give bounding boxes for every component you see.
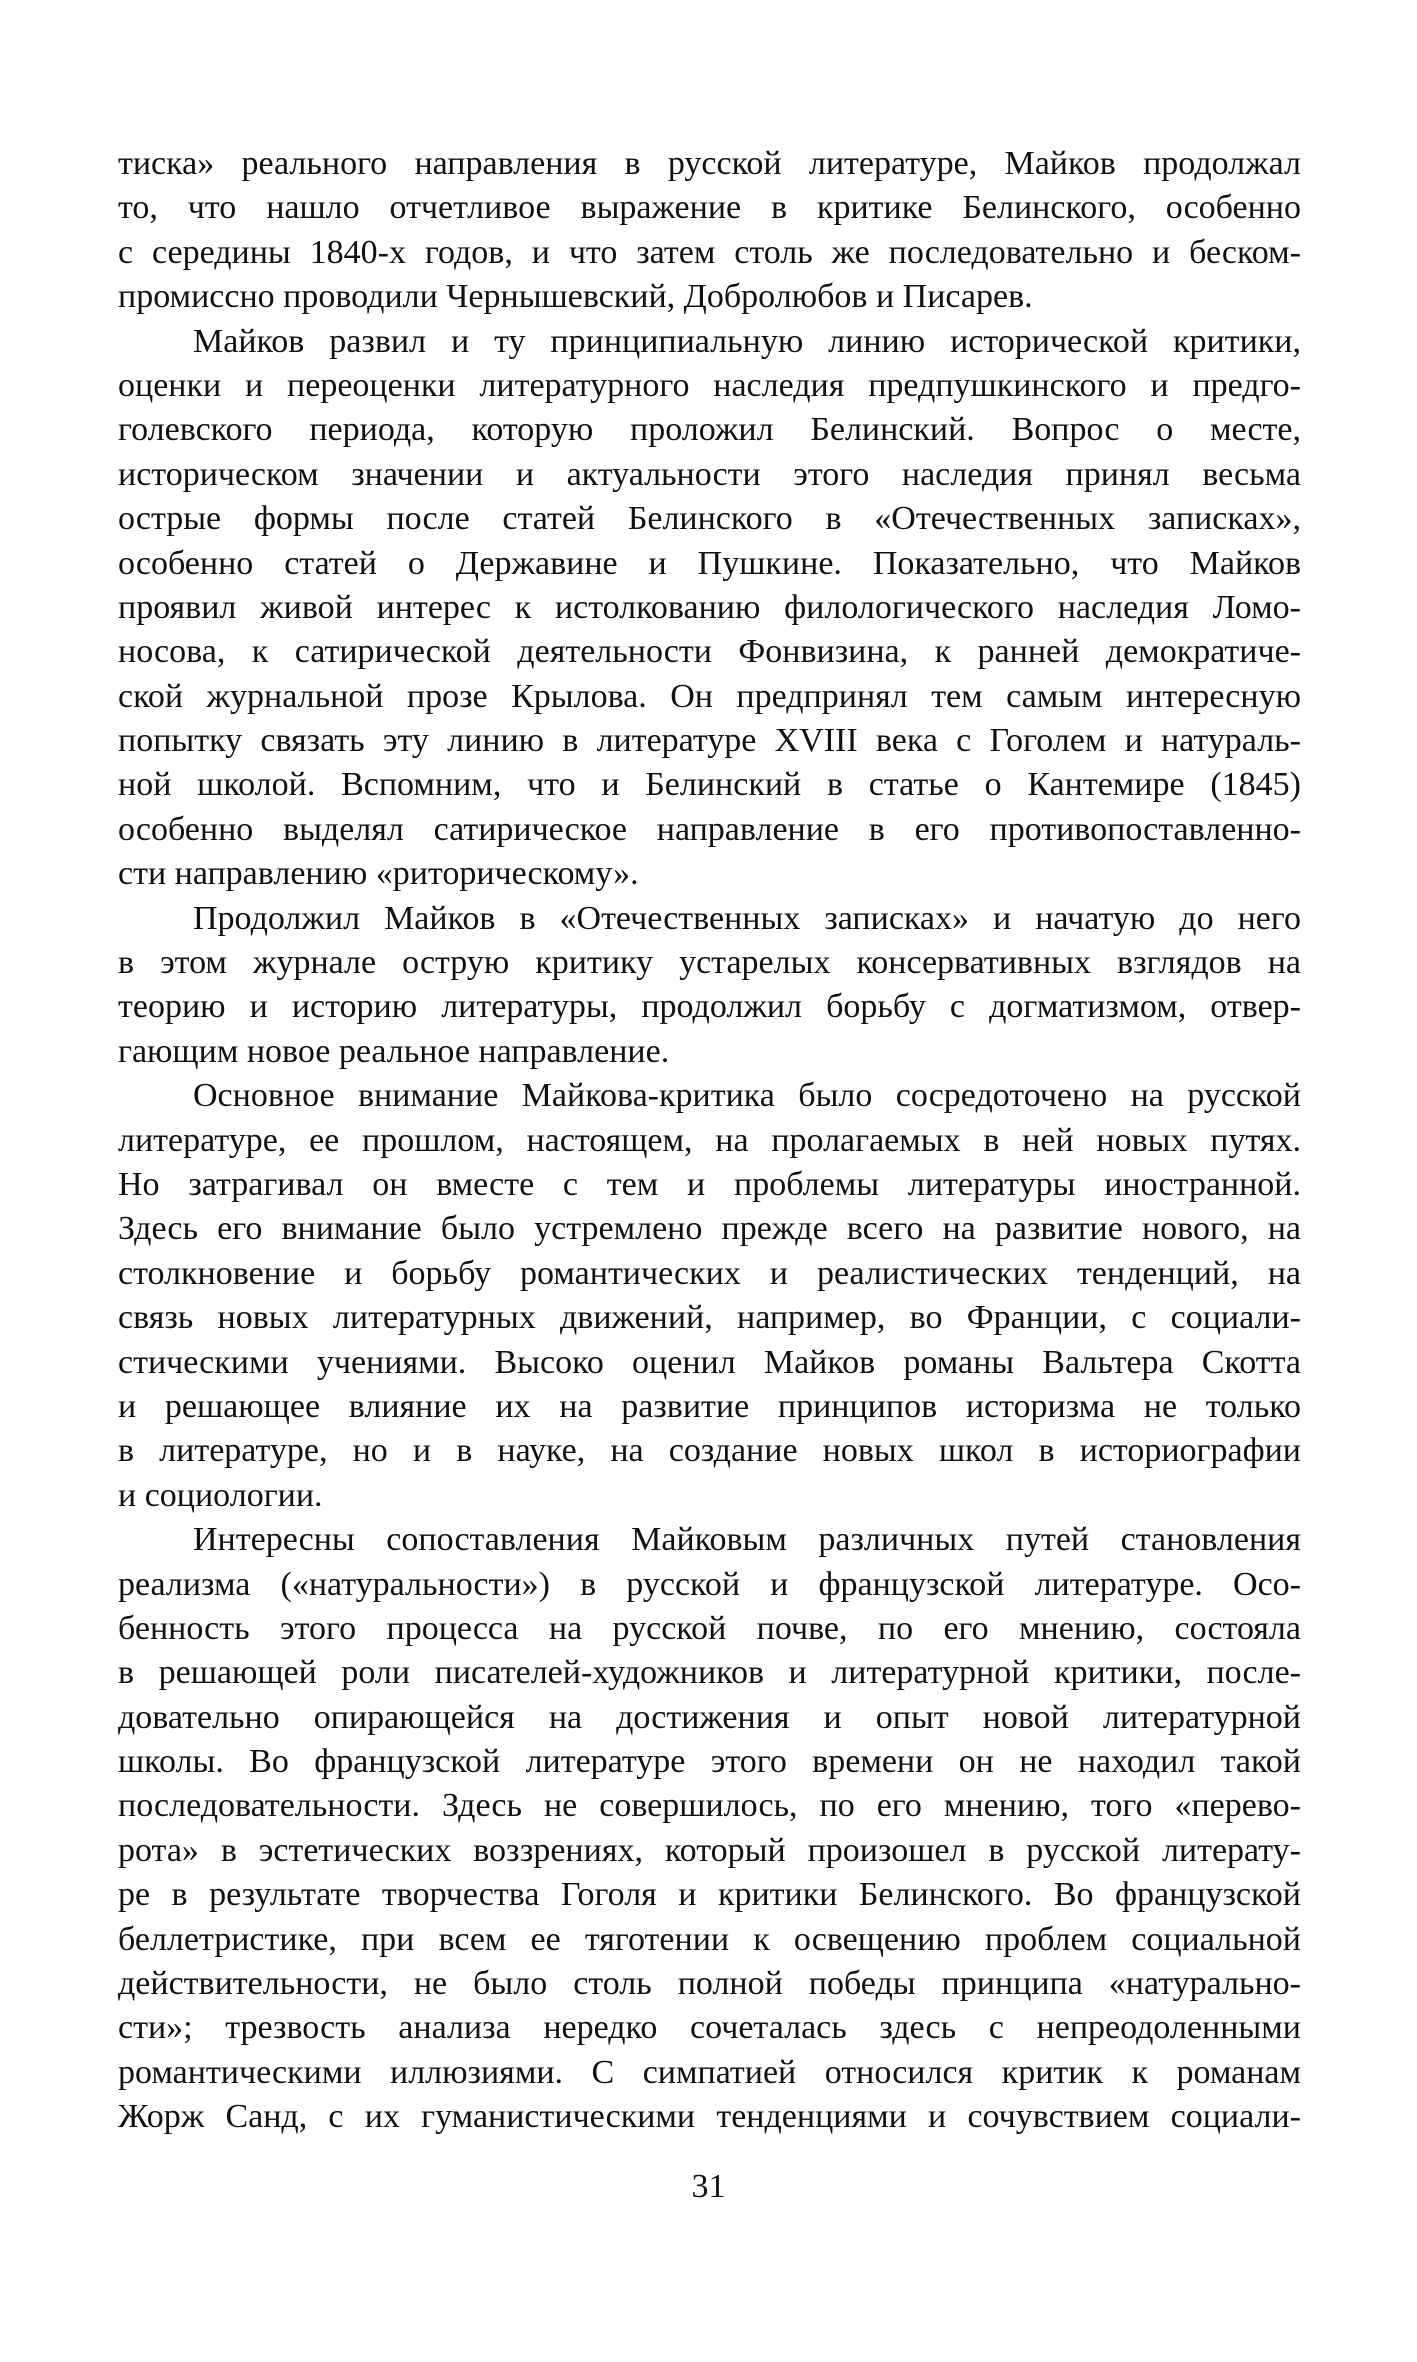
text-line: особенно статей о Державине и Пушкине. Показательно, что Майков [118,544,1301,582]
text-line: в литературе, но и в науке, на создание новых школ в историографии [118,1432,1301,1470]
text-line: школы. Во французской литературе этого времени он не находил такой [118,1743,1301,1781]
paragraph-2 [118,320,1301,897]
paragraph-3 [118,897,1301,1075]
text-line: довательно опирающейся на достижения и опыт новой литературной [118,1698,1301,1736]
text-line: бенность этого процесса на русской почве, по его мнению, состояла [118,1609,1301,1647]
text-line: Основное внимание Майкова-критика было сосредоточено на русской [193,1077,1301,1115]
text-line: сти направлению «риторическому». [118,855,639,893]
text-line: голевского периода, которую проложил Белинский. Вопрос о месте, [118,411,1301,449]
text-line: литературе, ее прошлом, настоящем, на пролагаемых в ней новых путях. [118,1121,1301,1159]
text-line: историческом значении и актуальности этого наследия принял весьма [118,455,1301,493]
text-line: ской журнальной прозе Крылова. Он предпринял тем самым интересную [118,677,1301,715]
text-line: реализма («натуральности») в русской и французской литературе. Осо- [118,1565,1301,1603]
text-line: связь новых литературных движений, например, во Франции, с социали- [118,1299,1301,1337]
text-line: промиссно проводили Чернышевский, Добролюбов и Писарев. [118,278,1033,316]
text-line: то, что нашло отчетливое выражение в критике Белинского, особенно [118,189,1301,227]
text-line: гающим новое реальное направление. [118,1032,670,1070]
text-line: рота» в эстетических воззрениях, который произошел в русской литерату- [118,1831,1301,1869]
text-line: Но затрагивал он вместе с тем и проблемы литературы иностранной. [118,1165,1301,1203]
text-line: Жорж Санд, с их гуманистическими тенденциями и сочувствием социали- [118,2098,1301,2136]
text-line: действительности, не было столь полной победы принципа «натурально- [118,1965,1301,2003]
text-line: ре в результате творчества Гоголя и критики Белинского. Во французской [118,1876,1301,1914]
text-line: попытку связать эту линию в литературе XVIII века с Гоголем и натураль- [118,722,1301,760]
text-line: и социологии. [118,1476,323,1514]
text-line: проявил живой интерес к истолкованию филологического наследия Ломо- [118,588,1301,626]
text-line: беллетристике, при всем ее тяготении к освещению проблем социальной [118,1920,1301,1958]
text-line: оценки и переоценки литературного наследия предпушкинского и предго- [118,366,1301,404]
text-line: острые формы после статей Белинского в «Отечественных записках», [118,500,1301,538]
text-line: в этом журнале острую критику устарелых консервативных взглядов на [118,944,1301,982]
text-line: Интересны сопоставления Майковым различных путей становления [193,1521,1301,1559]
page-body [118,142,1301,2140]
text-line: столкновение и борьбу романтических и реалистических тенденций, на [118,1254,1301,1292]
text-line: теорию и историю литературы, продолжил борьбу с догматизмом, отвер- [118,988,1301,1026]
text-line: стическими учениями. Высоко оценил Майков романы Вальтера Скотта [118,1343,1301,1381]
text-line: особенно выделял сатирическое направление в его противопоставленно- [118,810,1301,848]
text-line: Майков развил и ту принципиальную линию исторической критики, [193,322,1301,360]
paragraph-5 [118,1518,1301,2139]
page-number: 31 [691,2168,726,2205]
text-line: последовательности. Здесь не совершилось, по его мнению, того «перево- [118,1787,1301,1825]
paragraph-1 [118,142,1301,320]
text-line: и решающее влияние их на развитие принципов историзма не только [118,1387,1301,1425]
text-line: носова, к сатирической деятельности Фонвизина, к ранней демократиче- [118,633,1301,671]
text-line: в решающей роли писателей-художников и литературной критики, после- [118,1654,1301,1692]
paragraph-4 [118,1074,1301,1518]
text-line: тиска» реального направления в русской литературе, Майков продолжал [118,145,1301,182]
text-line: романтическими иллюзиями. С симпатией относился критик к романам [118,2053,1301,2091]
text-line: с середины 1840-х годов, и что затем столь же последовательно и беском- [118,233,1301,271]
text-line: Здесь его внимание было устремлено прежде всего на развитие нового, на [118,1210,1301,1248]
text-line: сти»; трезвость анализа нередко сочеталась здесь с непреодоленными [118,2009,1301,2047]
text-line: Продолжил Майков в «Отечественных записках» и начатую до него [193,899,1301,937]
text-line: ной школой. Вспомним, что и Белинский в статье о Кантемире (1845) [118,766,1301,804]
